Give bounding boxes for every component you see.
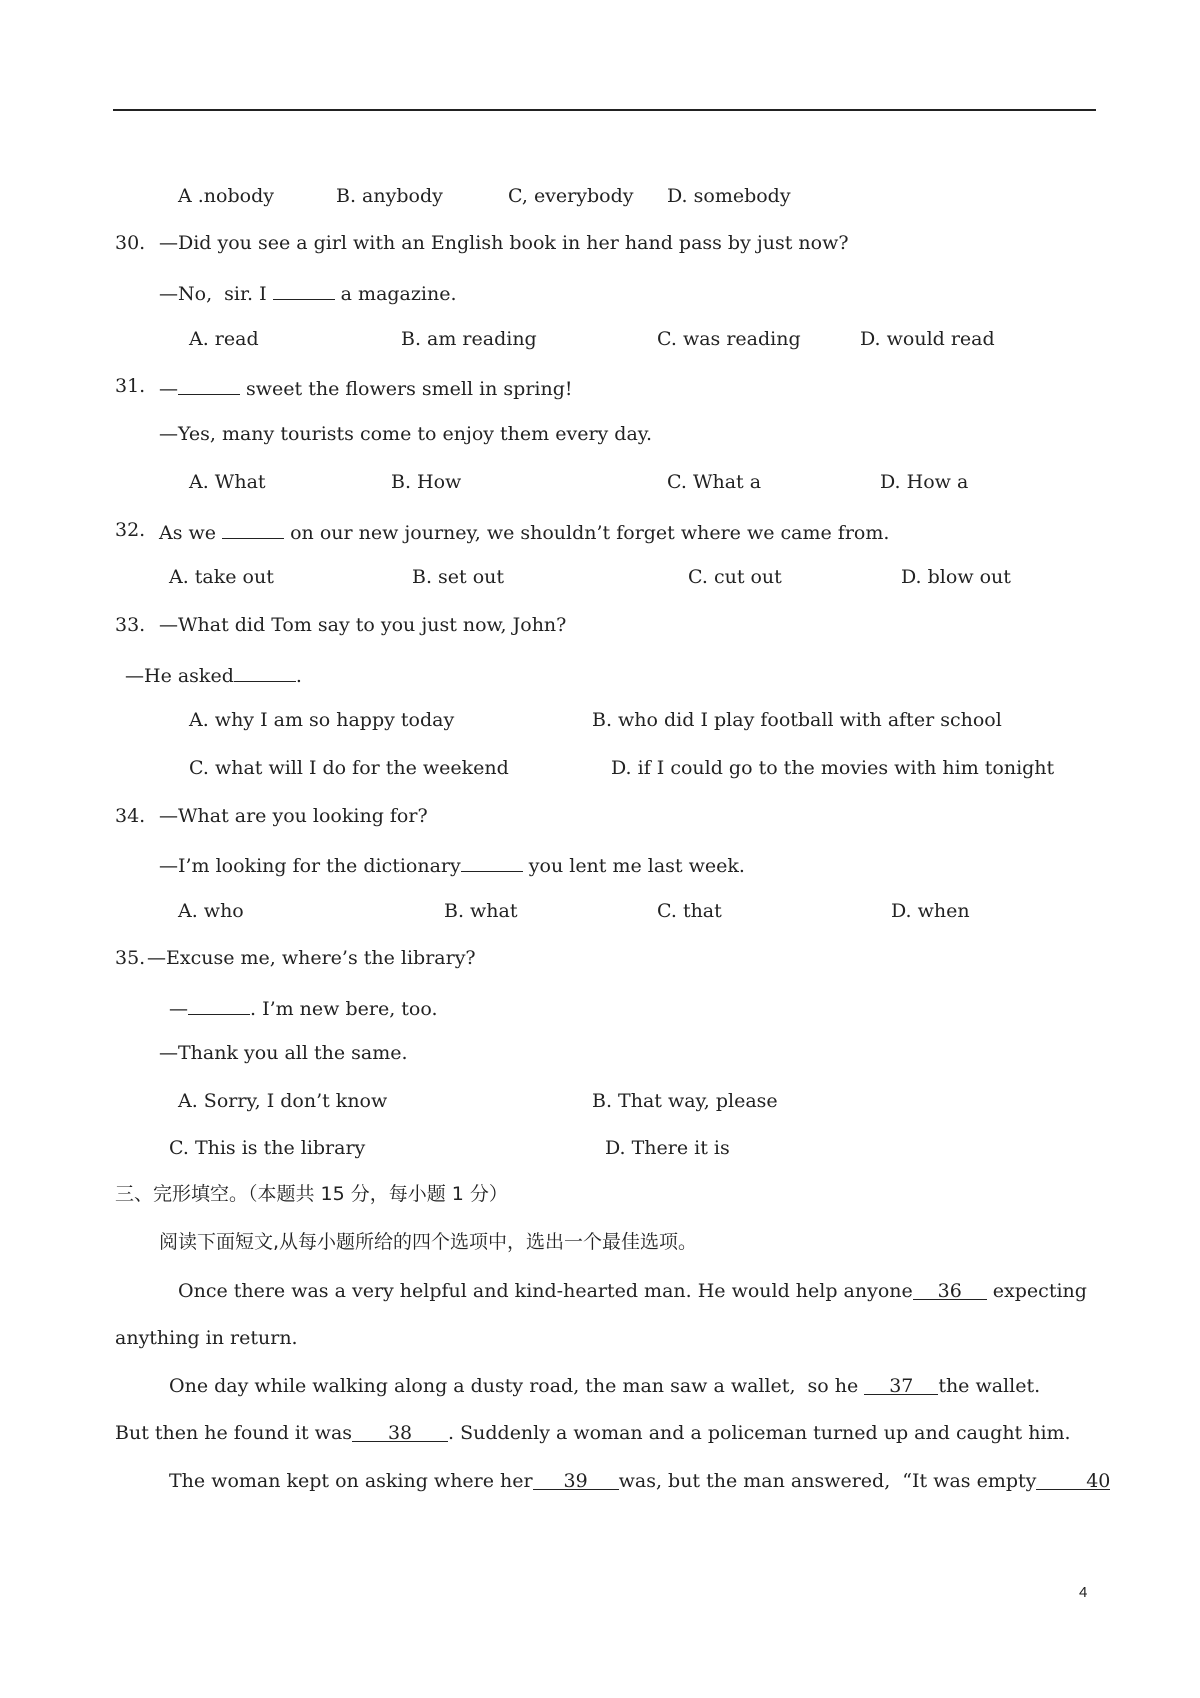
blank-37: 37 (864, 1374, 938, 1395)
q34-number: 34. (115, 805, 146, 827)
q34-option-a: A. who (178, 900, 244, 922)
q35-reply: — . I’m new bere, too. (169, 994, 438, 1021)
q30-option-b: B. am reading (401, 328, 537, 350)
blank-39: 39 (533, 1469, 619, 1490)
q35-thanks: —Thank you all the same. (159, 1042, 408, 1064)
passage-line-1: Once there was a very helpful and kind-hearted man. He would help anyone 36 expecting (178, 1280, 1087, 1302)
q33-blank (234, 661, 296, 682)
q34-option-d: D. when (891, 900, 970, 922)
q31-stem: — sweet the flowers smell in spring! (159, 374, 573, 401)
q33-option-c: C. what will I do for the weekend (189, 757, 509, 779)
q29-option-a: A .nobody (178, 185, 274, 207)
passage-line-5: The woman kept on asking where her 39 was, but the man answered, “It was empty 40 (169, 1470, 1111, 1492)
section-heading: 三、完形填空。（本题共 15 分，每小题 1 分） (115, 1183, 508, 1205)
q31-reply: —Yes, many tourists come to enjoy them every day. (159, 423, 653, 445)
q33-reply: —He asked . (125, 661, 302, 688)
q34-stem: —What are you looking for? (159, 805, 428, 827)
q35-option-b: B. That way, please (592, 1090, 778, 1112)
q29-option-d: D. somebody (667, 185, 791, 207)
q31-blank (178, 374, 240, 395)
q32-option-b: B. set out (412, 566, 505, 588)
q31-option-c: C. What a (667, 471, 762, 493)
q30-blank (273, 279, 335, 300)
q30-number: 30. (115, 232, 146, 254)
q30-option-a: A. read (189, 328, 259, 350)
q34-reply: —I’m looking for the dictionary you lent me last week. (159, 851, 745, 878)
blank-38: 38 (352, 1421, 448, 1442)
q35-stem: —Excuse me, where’s the library? (147, 947, 476, 969)
q31-option-d: D. How a (880, 471, 969, 493)
passage-line-2: anything in return. (115, 1327, 298, 1349)
q30-reply: —No, sir. I a magazine. (159, 279, 457, 306)
q32-stem: As we on our new journey, we shouldn’t forget where we came from. (159, 518, 889, 545)
header-rule (113, 109, 1096, 111)
q35-number: 35. (115, 947, 146, 969)
q33-option-b: B. who did I play football with after school (592, 709, 1002, 731)
q35-option-a: A. Sorry, I don’t know (178, 1090, 388, 1112)
q32-blank (222, 518, 284, 539)
q35-option-c: C. This is the library (169, 1137, 366, 1159)
q32-option-c: C. cut out (688, 566, 782, 588)
passage-line-3: One day while walking along a dusty road, the man saw a wallet, so he 37 the wallet. (169, 1375, 1041, 1397)
q29-option-c: C, everybody (508, 185, 634, 207)
q33-option-a: A. why I am so happy today (189, 709, 455, 731)
q29-option-b: B. anybody (336, 185, 443, 207)
q34-blank (461, 851, 523, 872)
blank-40: 40 (1036, 1469, 1110, 1490)
q32-option-a: A. take out (169, 566, 274, 588)
q35-blank (188, 994, 250, 1015)
q32-option-d: D. blow out (901, 566, 1011, 588)
q33-stem: —What did Tom say to you just now, John? (159, 614, 567, 636)
q34-option-b: B. what (444, 900, 518, 922)
q33-number: 33. (115, 614, 146, 636)
q32-number: 32. (115, 519, 146, 541)
q31-number: 31. (115, 375, 146, 397)
passage-line-4: But then he found it was 38 . Suddenly a woman and a policeman turned up and caught him. (115, 1422, 1071, 1444)
q33-option-d: D. if I could go to the movies with him tonight (611, 757, 1055, 779)
q30-stem: —Did you see a girl with an English book in her hand pass by just now? (159, 232, 849, 254)
q31-option-b: B. How (391, 471, 462, 493)
q30-option-c: C. was reading (657, 328, 801, 350)
q31-option-a: A. What (189, 471, 266, 493)
q35-option-d: D. There it is (605, 1137, 730, 1159)
q34-option-c: C. that (657, 900, 722, 922)
section-instruction: 阅读下面短文,从每小题所给的四个选项中，选出一个最佳选项。 (159, 1231, 698, 1253)
page-number: 4 (1079, 1584, 1088, 1601)
q30-option-d: D. would read (860, 328, 995, 350)
blank-36: 36 (913, 1279, 987, 1300)
